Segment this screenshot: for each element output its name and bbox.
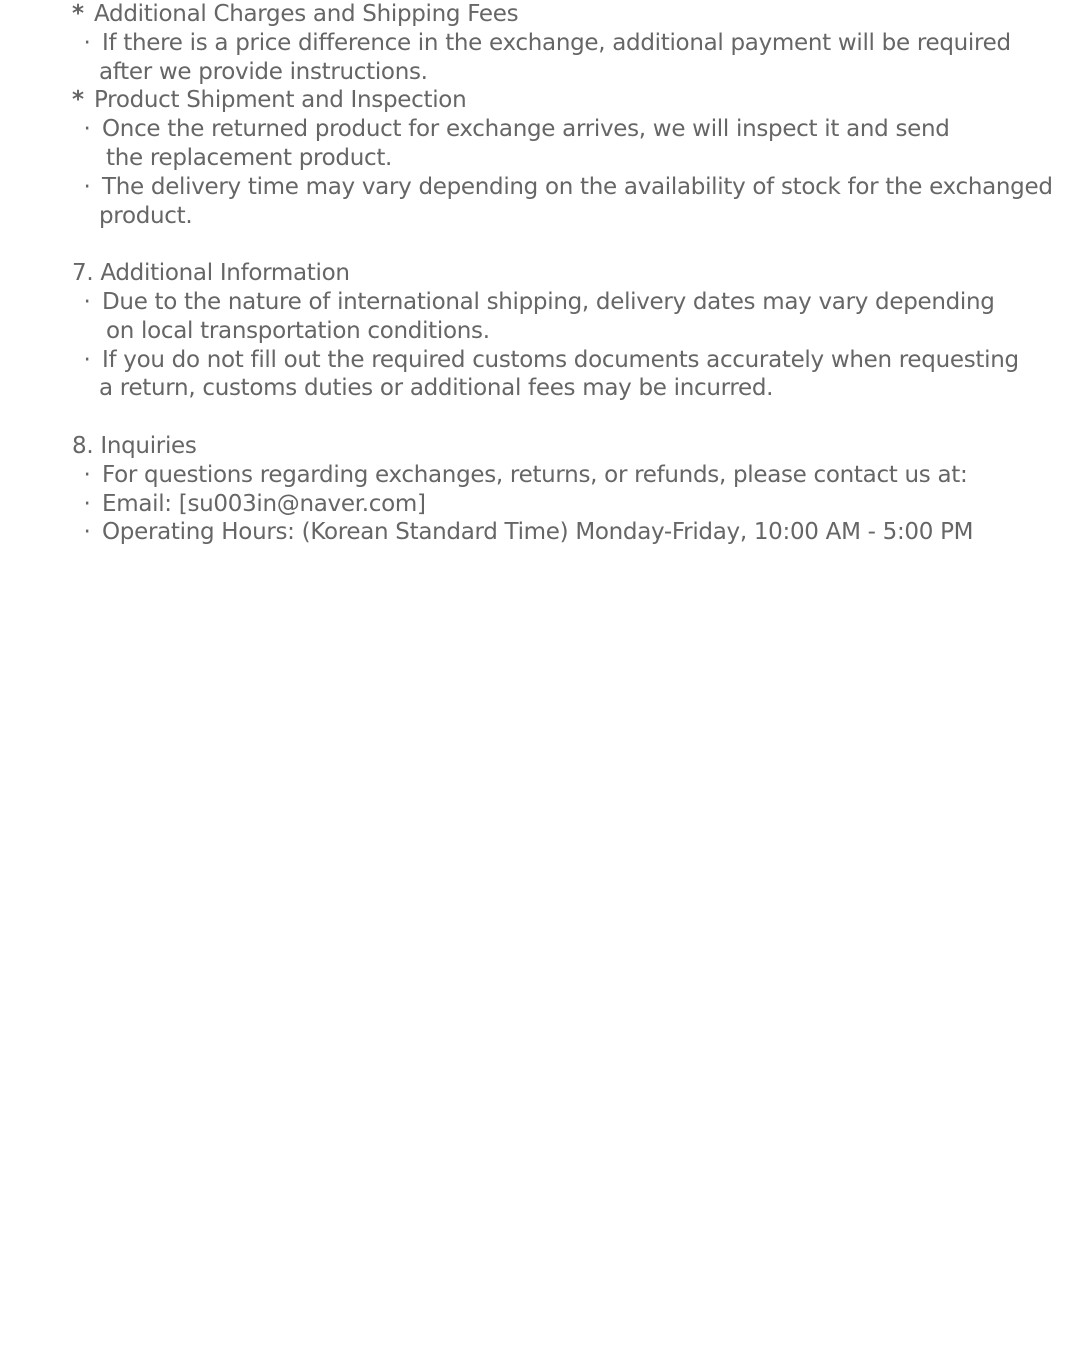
operating-hours-text: Operating Hours: (Korean Standard Time) Monday-Friday, 10:00 AM - 5:00 PM: [102, 519, 974, 546]
charges-item-1-text: If there is a price difference in the exchange, additional payment will be required: [102, 29, 1011, 56]
email-text: Email: [su003in@naver.com]: [102, 490, 426, 517]
shipment-title: Product Shipment and Inspection: [94, 87, 467, 114]
additional-item-1-continued: on local transportation conditions.: [106, 317, 490, 344]
asterisk-marker: *: [72, 1, 84, 27]
bullet-icon: ·: [83, 173, 91, 200]
charges-title: Additional Charges and Shipping Fees: [94, 1, 519, 27]
inquiries-email: [72, 490, 1052, 519]
bullet-icon: ·: [83, 346, 91, 373]
policy-document: [72, 0, 1052, 547]
charges-item-1: [72, 29, 1052, 58]
bullet-icon: ·: [83, 288, 91, 315]
bullet-icon: ·: [83, 519, 91, 546]
inquiries-item-1-text: For questions regarding exchanges, returns, or refunds, please contact us at:: [102, 461, 968, 488]
additional-info-title: 7. Additional Information: [72, 260, 350, 287]
shipment-heading: [72, 86, 1052, 115]
asterisk-marker: *: [72, 87, 84, 114]
shipment-item-1: [72, 115, 1052, 144]
section-spacer: [72, 230, 1052, 259]
shipment-item-2-continued: product.: [99, 202, 193, 229]
additional-item-2-continued: a return, customs duties or additional fees may be incurred.: [99, 375, 774, 402]
shipment-item-1-text: Once the returned product for exchange arrives, we will inspect it and send: [102, 116, 950, 143]
inquiries-item-1: [72, 461, 1052, 490]
shipment-item-2-text: The delivery time may vary depending on the availability of stock for the exchanged: [102, 173, 1053, 200]
bullet-icon: ·: [83, 490, 91, 517]
bullet-icon: ·: [83, 29, 91, 56]
charges-item-1-continued: after we provide instructions.: [99, 58, 428, 85]
additional-item-1: [72, 288, 1052, 317]
additional-item-1-text: Due to the nature of international shipping, delivery dates may vary depending: [102, 288, 995, 315]
inquiries-title: 8. Inquiries: [72, 432, 197, 459]
charges-heading: [72, 0, 1052, 29]
shipment-item-2: [72, 173, 1052, 202]
section-spacer: [72, 403, 1052, 432]
additional-item-2: [72, 346, 1052, 375]
bullet-icon: ·: [83, 461, 91, 488]
bullet-icon: ·: [83, 116, 91, 143]
additional-item-2-text: If you do not fill out the required customs documents accurately when requesting: [102, 346, 1019, 373]
shipment-item-1-continued: the replacement product.: [106, 144, 393, 171]
inquiries-hours: [72, 518, 1052, 547]
